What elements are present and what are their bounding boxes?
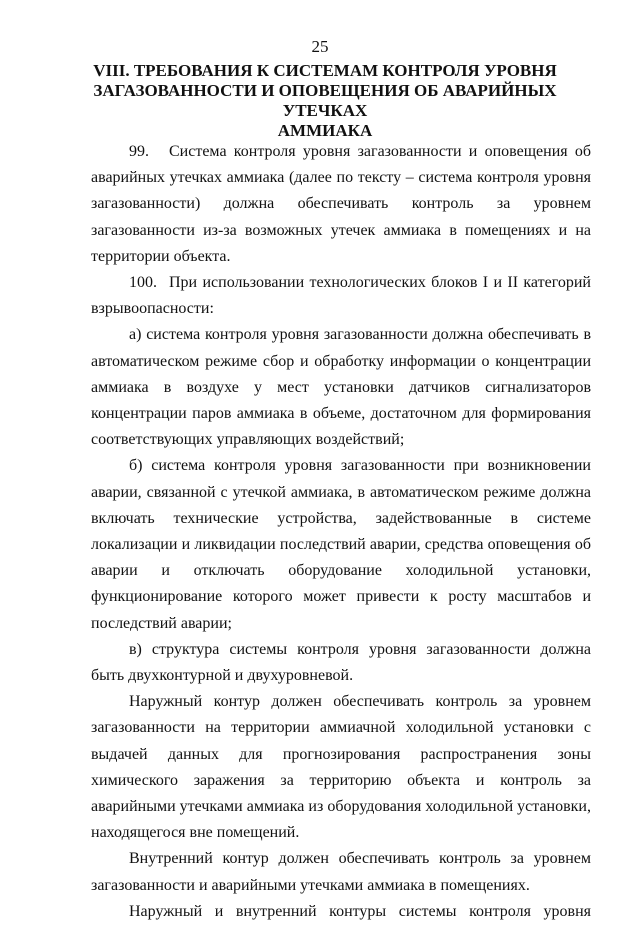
paragraph-100-text: При использовании технологических блоков I и II категорий взрывоопасности: <box>91 274 591 318</box>
subparagraph-b: б) система контроля уровня загазованности при возникновении аварии, связанной с утечкой аммиака, в автоматическом режиме должна включать технические устройства, задействованные в системе локализации и ликвидации последствий аварии, средства оповещения об аварии и отключать оборудование холодильной установки, функционирование которого может привести к росту масштабов и последствий аварии; <box>91 457 591 632</box>
subparagraph-v: в) структура системы контроля уровня загазованности должна быть двухконтурной и двухуровневой. <box>91 640 591 685</box>
paragraph-contours-continued: Наружный и внутренний контуры системы контроля уровня <box>129 902 591 920</box>
paragraph-inner-contour: Внутренний контур должен обеспечивать контроль за уровнем загазованности и аварийными утечками аммиака в помещениях. <box>91 850 591 894</box>
heading-line-3: АММИАКА <box>277 121 373 140</box>
paragraph-outer-contour: Наружный контур должен обеспечивать контроль за уровнем загазованности на территории аммиачной холодильной установки с выдачей данных для прогнозирования распространения зоны химического заражения за территорию объекта и контроль за аварийными утечками аммиака из оборудования холодильной установки, находящегося вне помещений. <box>91 693 591 842</box>
paragraph-100 <box>91 270 591 322</box>
paragraph-100-number: 100. <box>129 274 157 292</box>
paragraph-99 <box>91 139 591 270</box>
section-heading <box>80 61 570 141</box>
paragraph-99-text: Система контроля уровня загазованности и оповещения об аварийных утечках аммиака (далее по тексту – система контроля уровня загазованности) должна обеспечивать контроль за уровнем загазованности из-за возможных утечек аммиака в помещениях и на территории объекта. <box>91 143 591 265</box>
paragraph-99-number: 99. <box>129 143 149 160</box>
subparagraph-a: а) система контроля уровня загазованности должна обеспечивать в автоматическом режиме сбор и обработку информации о концентрации аммиака в воздухе у мест установки датчиков сигнализаторов концентрации паров аммиака в объеме, достаточном для формирования соответствующих управляющих воздействий; <box>91 326 591 449</box>
heading-line-2: ЗАГАЗОВАННОСТИ И ОПОВЕЩЕНИЯ ОБ АВАРИЙНЫХ УТЕЧКАХ <box>93 81 557 120</box>
document-body <box>91 139 591 925</box>
heading-line-1: VIII. ТРЕБОВАНИЯ К СИСТЕМАМ КОНТРОЛЯ УРОВНЯ <box>93 61 557 80</box>
page-number: 25 <box>311 37 329 56</box>
